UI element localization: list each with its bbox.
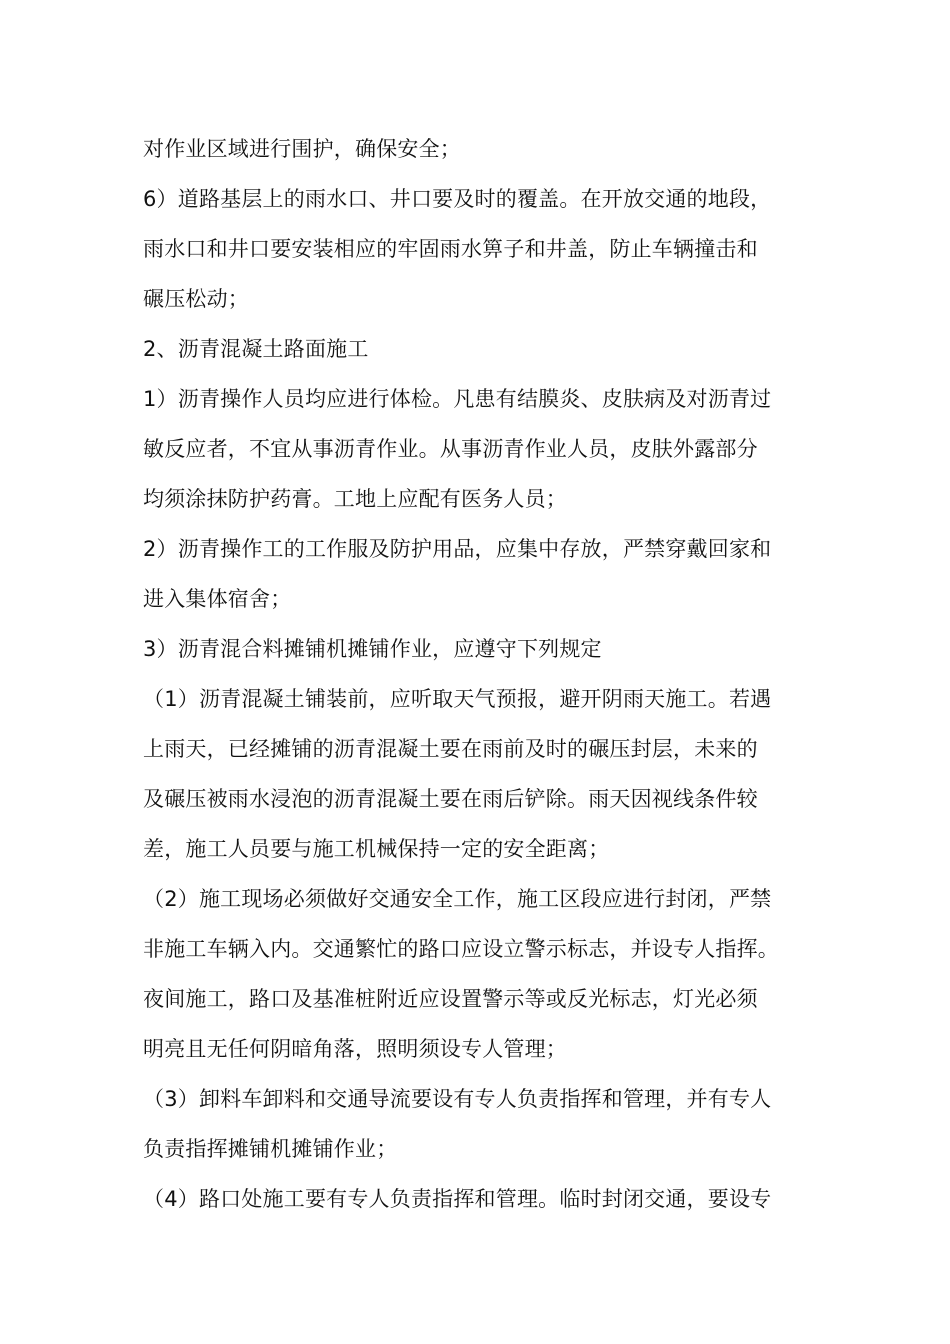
text-line: （1）沥青混凝土铺装前，应听取天气预报，避开阴雨天施工。若遇 (143, 687, 772, 711)
text-line: （4）路口处施工要有专人负责指挥和管理。临时封闭交通，要设专 (143, 1187, 772, 1211)
document-body (143, 124, 833, 1224)
text-line: 负责指挥摊铺机摊铺作业； (143, 1137, 398, 1161)
text-line: 上雨天，已经摊铺的沥青混凝土要在雨前及时的碾压封层，未来的 (143, 737, 758, 761)
text-line: 夜间施工，路口及基准桩附近应设置警示等或反光标志，灯光必须 (143, 987, 758, 1011)
text-line: 敏反应者，不宜从事沥青作业。从事沥青作业人员，皮肤外露部分 (143, 437, 758, 461)
text-line: 2）沥青操作工的工作服及防护用品，应集中存放，严禁穿戴回家和 (143, 537, 772, 561)
text-line: 均须涂抹防护药膏。工地上应配有医务人员； (143, 487, 567, 511)
text-line: 进入集体宿舍； (143, 587, 292, 611)
text-line: 1）沥青操作人员均应进行体检。凡患有结膜炎、皮肤病及对沥青过 (143, 387, 772, 411)
text-line: 差，施工人员要与施工机械保持一定的安全距离； (143, 837, 610, 861)
text-line: 碾压松动； (143, 287, 249, 311)
text-line: （3）卸料车卸料和交通导流要设有专人负责指挥和管理，并有专人 (143, 1087, 772, 1111)
text-line: 及碾压被雨水浸泡的沥青混凝土要在雨后铲除。雨天因视线条件较 (143, 787, 758, 811)
text-line: 6）道路基层上的雨水口、井口要及时的覆盖。在开放交通的地段， (143, 187, 772, 211)
text-line: 非施工车辆入内。交通繁忙的路口应设立警示标志，并设专人指挥。 (143, 937, 779, 961)
text-line: 明亮且无任何阴暗角落，照明须设专人管理； (143, 1037, 567, 1061)
section-heading: 2、沥青混凝土路面施工 (143, 337, 369, 361)
text-line: （2）施工现场必须做好交通安全工作，施工区段应进行封闭，严禁 (143, 887, 772, 911)
text-line: 雨水口和井口要安装相应的牢固雨水箅子和井盖，防止车辆撞击和 (143, 237, 758, 261)
text-line: 对作业区域进行围护，确保安全； (143, 137, 461, 161)
text-line: 3）沥青混合料摊铺机摊铺作业，应遵守下列规定 (143, 637, 602, 661)
